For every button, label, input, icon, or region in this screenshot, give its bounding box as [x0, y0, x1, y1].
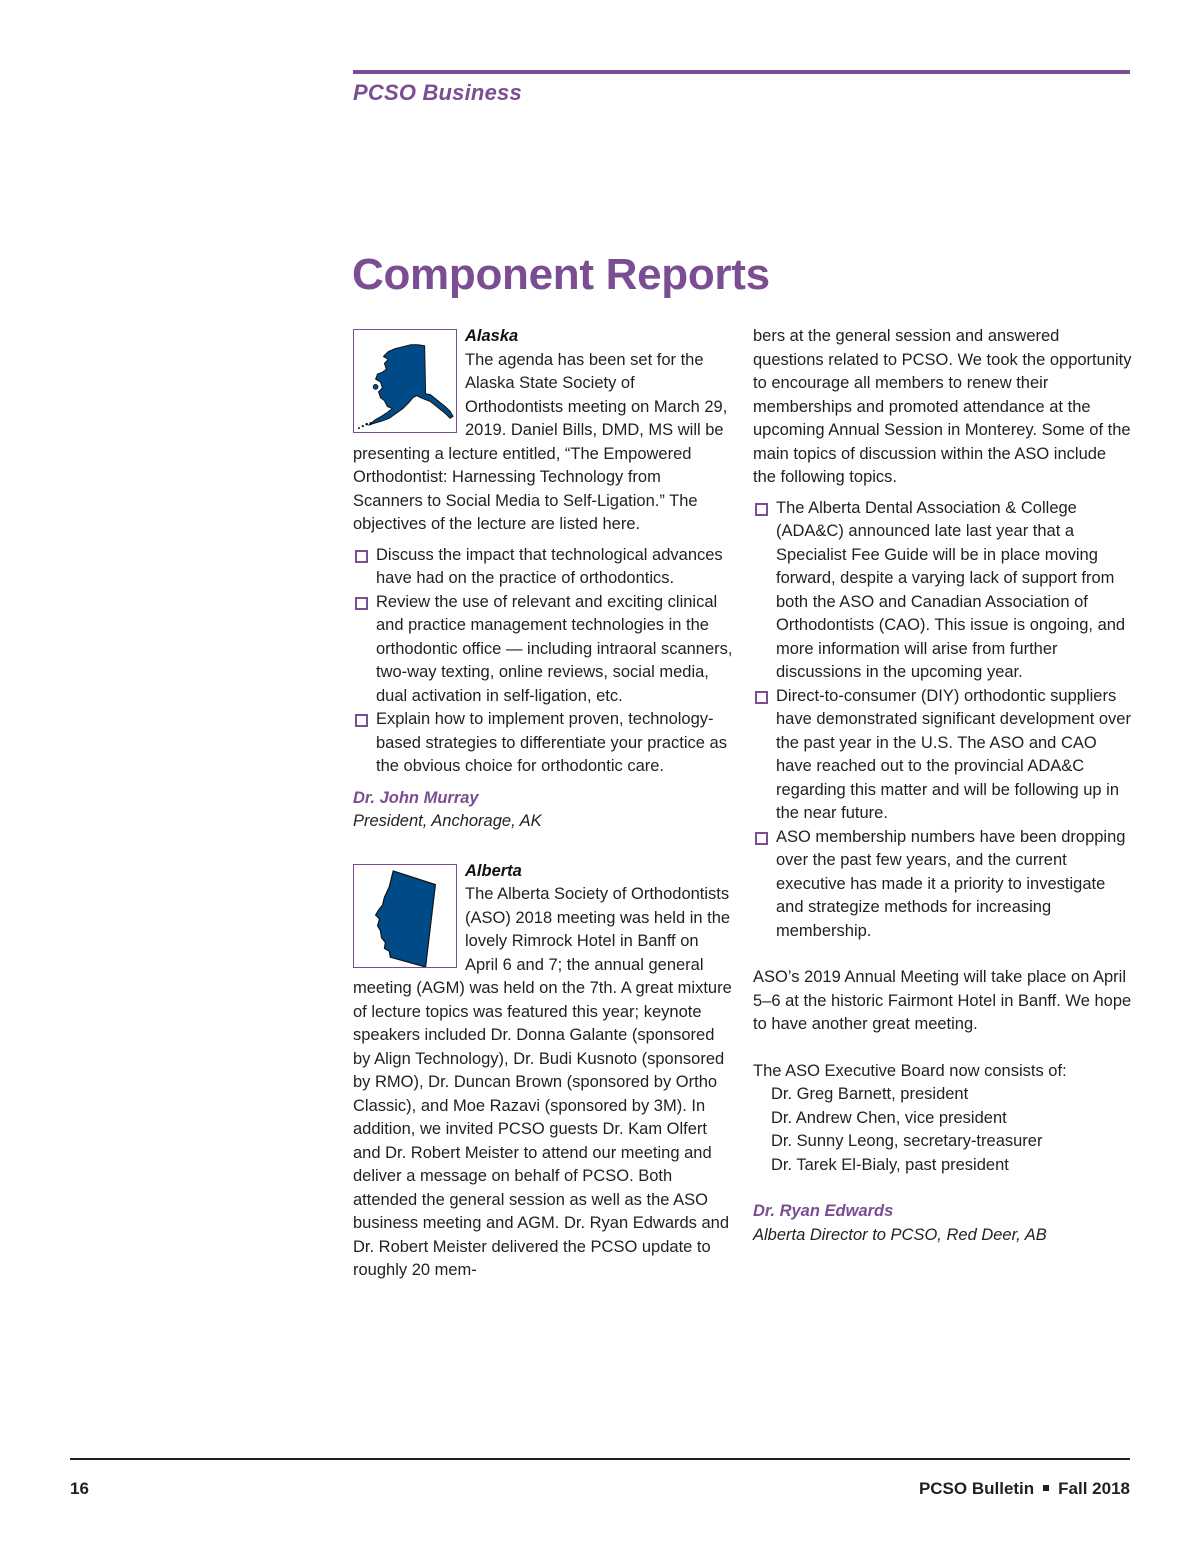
section-label: PCSO Business — [353, 80, 522, 105]
list-item: Dr. Sunny Leong, secretary-treasurer — [771, 1132, 1043, 1150]
page-number: 16 — [70, 1479, 89, 1498]
square-bullet-icon — [755, 503, 768, 516]
square-bullet-icon — [355, 714, 368, 727]
list-item: ASO membership numbers have been dropping over the past few years, and the current executive has made it a priority to investigate and strategize methods for increasing membership. — [753, 826, 1133, 944]
list-item: Dr. Tarek El-Bialy, past president — [771, 1155, 1009, 1174]
list-item: Discuss the impact that technological advances have had on the practice of orthodontics. — [353, 544, 733, 591]
alberta-intro-continued: bers at the general session and answered questions related to PCSO. We took the opportunity to encourage all members to renew their memberships and promoted attendance at the upcoming Annual Session in Monterey. Some of the main topics of discussion within the ASO include the following topics. — [753, 327, 1132, 486]
alberta-board-list — [753, 1083, 1133, 1177]
footer-rule — [70, 1458, 1130, 1460]
alberta-topics-list — [753, 497, 1133, 944]
list-item: Dr. Andrew Chen, vice president — [771, 1108, 1007, 1127]
alberta-board-intro: The ASO Executive Board now consists of: — [753, 1061, 1067, 1080]
alaska-intro: Alaska The agenda has been set for the Alaska State Society of Orthodontists meeting on March 29, 2019. Daniel Bills, DMD, MS will be presenting a lecture entitled, “The Empowered Orthodontist: Harnessing Technology from Scanners to Social Media to Self-Ligation.” The objectives of the lecture are listed here. — [353, 327, 728, 533]
alaska-objectives-list — [353, 544, 733, 779]
alaska-map-icon — [353, 329, 457, 433]
alberta-heading: Alberta — [465, 861, 522, 880]
list-item: Dr. Greg Barnett, president — [771, 1085, 969, 1103]
publication-name: PCSO Bulletin — [918, 1479, 1035, 1498]
header-rule — [353, 70, 1130, 74]
right-column — [753, 325, 1133, 1247]
list-item: Direct-to-consumer (DIY) orthodontic suppliers have demonstrated significant development over the past year in the U.S. The ASO and CAO have reached out to the provincial ADA&C regarding this matter and will be following up in the near future. — [753, 685, 1133, 826]
alberta-meeting-note: ASO’s 2019 Annual Meeting will take place on April 5–6 at the historic Fairmont Hotel in Banff. We hope to have another great meeting. — [753, 968, 1132, 1033]
square-separator-icon — [1043, 1485, 1049, 1491]
alaska-author: Dr. John Murray — [353, 788, 479, 807]
publication-info — [919, 1479, 1130, 1499]
square-bullet-icon — [355, 550, 368, 563]
list-item: Review the use of relevant and exciting clinical and practice management technologies in the orthodontic office — including intraoral scanners, two-way texting, online reviews, social media, dual activation in self-ligation, etc. — [353, 591, 733, 709]
list-item: Explain how to implement proven, technology-based strategies to differentiate your practice as the obvious choice for orthodontic care. — [353, 708, 733, 779]
left-column — [353, 325, 733, 1283]
alberta-author-title: Alberta Director to PCSO, Red Deer, AB — [753, 1225, 1047, 1244]
square-bullet-icon — [355, 597, 368, 610]
alberta-intro: Alberta The Alberta Society of Orthodontists (ASO) 2018 meeting was held in the lovely Rimrock Hotel in Banff on April 6 and 7; the annual general meeting (AGM) was held on the 7th. A great mixture of lecture topics was featured this year; keynote speakers included Dr. Donna Galante (sponsored by Align Technology), Dr. Budi Kusnoto (sponsored by RMO), Dr. Duncan Brown (sponsored by Ortho Classic), and Moe Razavi (sponsored by 3M). In addition, we invited PCSO guests Dr. Kam Olfert and Dr. Robert Meister to attend our meeting and deliver a message on behalf of PCSO. Both attended the general session as well as the ASO business meeting and AGM. Dr. Ryan Edwards and Dr. Robert Meister delivered the PCSO update to roughly 20 mem- — [353, 861, 732, 1279]
square-bullet-icon — [755, 832, 768, 845]
alaska-author-title: President, Anchorage, AK — [353, 812, 542, 830]
list-item: The Alberta Dental Association & College (ADA&C) announced late last year that a Specialist Fee Guide will be in place moving forward, despite a varying lack of support from both the ASO and Canadian Association of Orthodontists (CAO). This issue is ongoing, and more information will arise from further discussions in the upcoming year. — [753, 497, 1133, 685]
alberta-author: Dr. Ryan Edwards — [753, 1202, 894, 1220]
page-title: Component Reports — [352, 250, 770, 299]
alaska-heading: Alaska — [465, 327, 519, 345]
publication-issue: Fall 2018 — [1058, 1479, 1130, 1498]
square-bullet-icon — [755, 691, 768, 704]
alberta-map-icon — [353, 864, 457, 968]
